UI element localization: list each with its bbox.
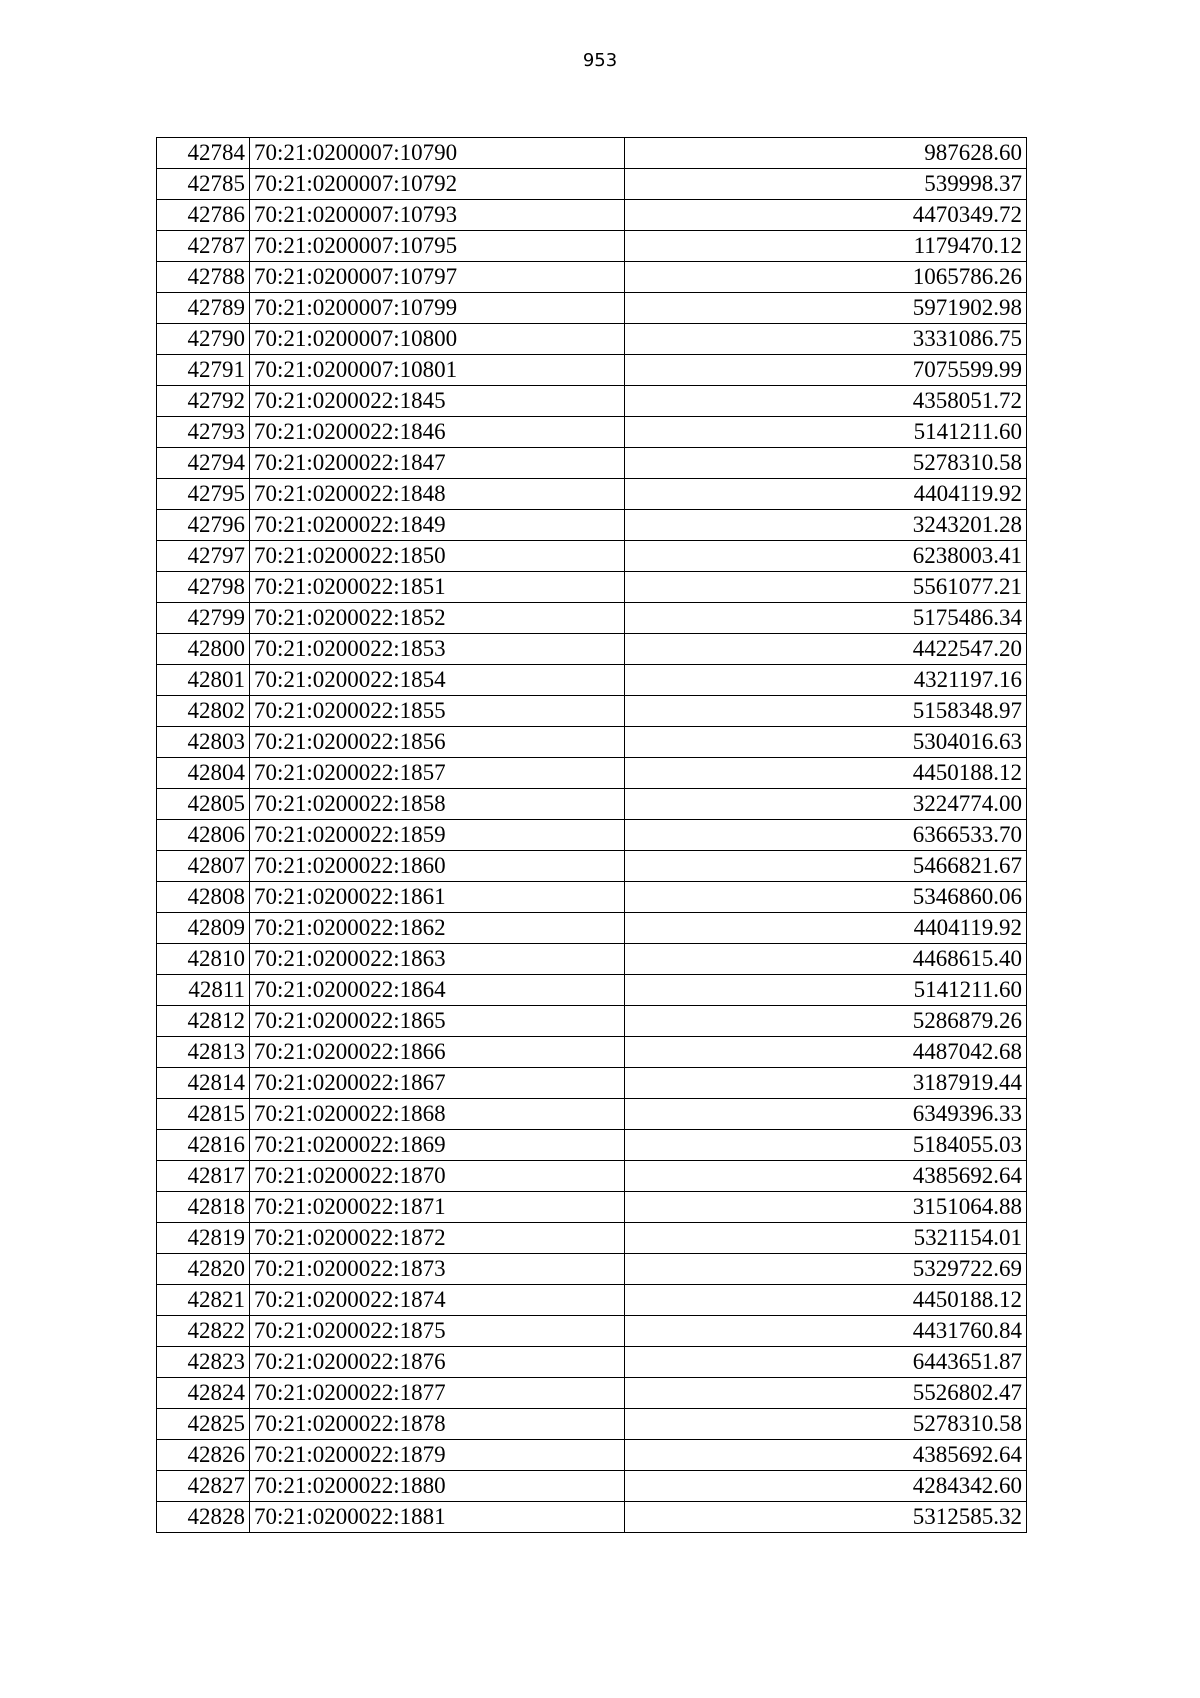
row-number-cell: 42823 [157, 1347, 250, 1378]
data-table [156, 137, 1027, 1533]
value-cell: 539998.37 [625, 169, 1027, 200]
table-row [157, 200, 1027, 231]
cadastral-number-cell: 70:21:0200022:1863 [250, 944, 625, 975]
cadastral-number-cell: 70:21:0200022:1850 [250, 541, 625, 572]
row-number-cell: 42816 [157, 1130, 250, 1161]
cadastral-number-cell: 70:21:0200022:1881 [250, 1502, 625, 1533]
value-cell: 3187919.44 [625, 1068, 1027, 1099]
table-row [157, 696, 1027, 727]
value-cell: 4431760.84 [625, 1316, 1027, 1347]
table-row [157, 1037, 1027, 1068]
table-row [157, 820, 1027, 851]
row-number-cell: 42818 [157, 1192, 250, 1223]
row-number-cell: 42806 [157, 820, 250, 851]
table-row [157, 1347, 1027, 1378]
value-cell: 4487042.68 [625, 1037, 1027, 1068]
cadastral-number-cell: 70:21:0200007:10792 [250, 169, 625, 200]
value-cell: 5312585.32 [625, 1502, 1027, 1533]
table-row [157, 1502, 1027, 1533]
value-cell: 5466821.67 [625, 851, 1027, 882]
row-number-cell: 42810 [157, 944, 250, 975]
value-cell: 5304016.63 [625, 727, 1027, 758]
cadastral-number-cell: 70:21:0200007:10795 [250, 231, 625, 262]
table-row [157, 882, 1027, 913]
cadastral-number-cell: 70:21:0200022:1846 [250, 417, 625, 448]
row-number-cell: 42822 [157, 1316, 250, 1347]
value-cell: 1179470.12 [625, 231, 1027, 262]
cadastral-number-cell: 70:21:0200022:1856 [250, 727, 625, 758]
value-cell: 6443651.87 [625, 1347, 1027, 1378]
table-row [157, 727, 1027, 758]
table-row [157, 479, 1027, 510]
value-cell: 5286879.26 [625, 1006, 1027, 1037]
table-row [157, 572, 1027, 603]
table-row [157, 975, 1027, 1006]
row-number-cell: 42788 [157, 262, 250, 293]
cadastral-number-cell: 70:21:0200022:1869 [250, 1130, 625, 1161]
value-cell: 6238003.41 [625, 541, 1027, 572]
cadastral-number-cell: 70:21:0200022:1864 [250, 975, 625, 1006]
table-row [157, 1440, 1027, 1471]
cadastral-number-cell: 70:21:0200022:1862 [250, 913, 625, 944]
value-cell: 3224774.00 [625, 789, 1027, 820]
row-number-cell: 42787 [157, 231, 250, 262]
cadastral-number-cell: 70:21:0200007:10801 [250, 355, 625, 386]
cadastral-number-cell: 70:21:0200022:1879 [250, 1440, 625, 1471]
cadastral-number-cell: 70:21:0200022:1849 [250, 510, 625, 541]
cadastral-number-cell: 70:21:0200022:1855 [250, 696, 625, 727]
row-number-cell: 42791 [157, 355, 250, 386]
row-number-cell: 42793 [157, 417, 250, 448]
table-row [157, 417, 1027, 448]
value-cell: 5346860.06 [625, 882, 1027, 913]
table-row [157, 262, 1027, 293]
cadastral-number-cell: 70:21:0200022:1853 [250, 634, 625, 665]
row-number-cell: 42798 [157, 572, 250, 603]
row-number-cell: 42785 [157, 169, 250, 200]
row-number-cell: 42828 [157, 1502, 250, 1533]
value-cell: 4284342.60 [625, 1471, 1027, 1502]
table-row [157, 169, 1027, 200]
table-row [157, 1285, 1027, 1316]
table-row [157, 510, 1027, 541]
table-row [157, 1161, 1027, 1192]
cadastral-number-cell: 70:21:0200022:1876 [250, 1347, 625, 1378]
row-number-cell: 42795 [157, 479, 250, 510]
page-number: 953 [582, 50, 618, 71]
row-number-cell: 42817 [157, 1161, 250, 1192]
cadastral-number-cell: 70:21:0200022:1852 [250, 603, 625, 634]
row-number-cell: 42803 [157, 727, 250, 758]
cadastral-number-cell: 70:21:0200022:1860 [250, 851, 625, 882]
table-row [157, 1223, 1027, 1254]
cadastral-number-cell: 70:21:0200022:1854 [250, 665, 625, 696]
table-row [157, 1068, 1027, 1099]
value-cell: 5141211.60 [625, 975, 1027, 1006]
row-number-cell: 42808 [157, 882, 250, 913]
row-number-cell: 42805 [157, 789, 250, 820]
value-cell: 5971902.98 [625, 293, 1027, 324]
cadastral-number-cell: 70:21:0200022:1867 [250, 1068, 625, 1099]
row-number-cell: 42807 [157, 851, 250, 882]
row-number-cell: 42827 [157, 1471, 250, 1502]
row-number-cell: 42811 [157, 975, 250, 1006]
cadastral-number-cell: 70:21:0200022:1873 [250, 1254, 625, 1285]
table-row [157, 1471, 1027, 1502]
cadastral-number-cell: 70:21:0200022:1847 [250, 448, 625, 479]
value-cell: 5158348.97 [625, 696, 1027, 727]
row-number-cell: 42800 [157, 634, 250, 665]
cadastral-number-cell: 70:21:0200022:1875 [250, 1316, 625, 1347]
table-row [157, 634, 1027, 665]
value-cell: 6366533.70 [625, 820, 1027, 851]
cadastral-number-cell: 70:21:0200022:1870 [250, 1161, 625, 1192]
value-cell: 6349396.33 [625, 1099, 1027, 1130]
table-row [157, 386, 1027, 417]
table-row [157, 324, 1027, 355]
table-row [157, 1254, 1027, 1285]
value-cell: 4468615.40 [625, 944, 1027, 975]
cadastral-number-cell: 70:21:0200007:10797 [250, 262, 625, 293]
value-cell: 5329722.69 [625, 1254, 1027, 1285]
cadastral-number-cell: 70:21:0200022:1845 [250, 386, 625, 417]
row-number-cell: 42794 [157, 448, 250, 479]
value-cell: 5278310.58 [625, 1409, 1027, 1440]
value-cell: 4358051.72 [625, 386, 1027, 417]
row-number-cell: 42801 [157, 665, 250, 696]
row-number-cell: 42784 [157, 138, 250, 169]
row-number-cell: 42796 [157, 510, 250, 541]
table-row [157, 1130, 1027, 1161]
cadastral-number-cell: 70:21:0200007:10790 [250, 138, 625, 169]
cadastral-number-cell: 70:21:0200022:1877 [250, 1378, 625, 1409]
value-cell: 5184055.03 [625, 1130, 1027, 1161]
row-number-cell: 42802 [157, 696, 250, 727]
row-number-cell: 42804 [157, 758, 250, 789]
table-row [157, 293, 1027, 324]
value-cell: 7075599.99 [625, 355, 1027, 386]
table-row [157, 1099, 1027, 1130]
value-cell: 3243201.28 [625, 510, 1027, 541]
value-cell: 987628.60 [625, 138, 1027, 169]
table-row [157, 944, 1027, 975]
cadastral-number-cell: 70:21:0200022:1868 [250, 1099, 625, 1130]
table-row [157, 1316, 1027, 1347]
row-number-cell: 42824 [157, 1378, 250, 1409]
row-number-cell: 42809 [157, 913, 250, 944]
row-number-cell: 42820 [157, 1254, 250, 1285]
table-row [157, 138, 1027, 169]
row-number-cell: 42812 [157, 1006, 250, 1037]
value-cell: 5175486.34 [625, 603, 1027, 634]
cadastral-number-cell: 70:21:0200022:1858 [250, 789, 625, 820]
value-cell: 5141211.60 [625, 417, 1027, 448]
value-cell: 5526802.47 [625, 1378, 1027, 1409]
cadastral-number-cell: 70:21:0200007:10800 [250, 324, 625, 355]
cadastral-number-cell: 70:21:0200022:1857 [250, 758, 625, 789]
table-row [157, 1192, 1027, 1223]
row-number-cell: 42826 [157, 1440, 250, 1471]
value-cell: 4450188.12 [625, 758, 1027, 789]
value-cell: 3331086.75 [625, 324, 1027, 355]
table-row [157, 913, 1027, 944]
cadastral-number-cell: 70:21:0200022:1874 [250, 1285, 625, 1316]
table-row [157, 231, 1027, 262]
cadastral-number-cell: 70:21:0200007:10793 [250, 200, 625, 231]
cadastral-number-cell: 70:21:0200022:1872 [250, 1223, 625, 1254]
value-cell: 5561077.21 [625, 572, 1027, 603]
row-number-cell: 42792 [157, 386, 250, 417]
row-number-cell: 42789 [157, 293, 250, 324]
value-cell: 4385692.64 [625, 1440, 1027, 1471]
cadastral-number-cell: 70:21:0200022:1865 [250, 1006, 625, 1037]
value-cell: 4321197.16 [625, 665, 1027, 696]
row-number-cell: 42819 [157, 1223, 250, 1254]
value-cell: 4470349.72 [625, 200, 1027, 231]
table-row [157, 448, 1027, 479]
row-number-cell: 42815 [157, 1099, 250, 1130]
table-row [157, 355, 1027, 386]
table-body [157, 138, 1027, 1533]
cadastral-number-cell: 70:21:0200022:1866 [250, 1037, 625, 1068]
table-row [157, 1006, 1027, 1037]
cadastral-number-cell: 70:21:0200022:1871 [250, 1192, 625, 1223]
table-row [157, 789, 1027, 820]
value-cell: 4385692.64 [625, 1161, 1027, 1192]
row-number-cell: 42786 [157, 200, 250, 231]
cadastral-number-cell: 70:21:0200022:1848 [250, 479, 625, 510]
table-row [157, 541, 1027, 572]
table-row [157, 851, 1027, 882]
value-cell: 1065786.26 [625, 262, 1027, 293]
cadastral-number-cell: 70:21:0200022:1878 [250, 1409, 625, 1440]
row-number-cell: 42821 [157, 1285, 250, 1316]
cadastral-number-cell: 70:21:0200022:1861 [250, 882, 625, 913]
value-cell: 5278310.58 [625, 448, 1027, 479]
cadastral-number-cell: 70:21:0200022:1880 [250, 1471, 625, 1502]
cadastral-number-cell: 70:21:0200022:1859 [250, 820, 625, 851]
value-cell: 4404119.92 [625, 479, 1027, 510]
cadastral-number-cell: 70:21:0200022:1851 [250, 572, 625, 603]
table-row [157, 758, 1027, 789]
value-cell: 4450188.12 [625, 1285, 1027, 1316]
row-number-cell: 42814 [157, 1068, 250, 1099]
table-row [157, 1409, 1027, 1440]
row-number-cell: 42825 [157, 1409, 250, 1440]
table-row [157, 603, 1027, 634]
row-number-cell: 42813 [157, 1037, 250, 1068]
cadastral-number-cell: 70:21:0200007:10799 [250, 293, 625, 324]
row-number-cell: 42797 [157, 541, 250, 572]
value-cell: 4422547.20 [625, 634, 1027, 665]
table-row [157, 665, 1027, 696]
value-cell: 3151064.88 [625, 1192, 1027, 1223]
value-cell: 4404119.92 [625, 913, 1027, 944]
row-number-cell: 42790 [157, 324, 250, 355]
value-cell: 5321154.01 [625, 1223, 1027, 1254]
table-row [157, 1378, 1027, 1409]
row-number-cell: 42799 [157, 603, 250, 634]
